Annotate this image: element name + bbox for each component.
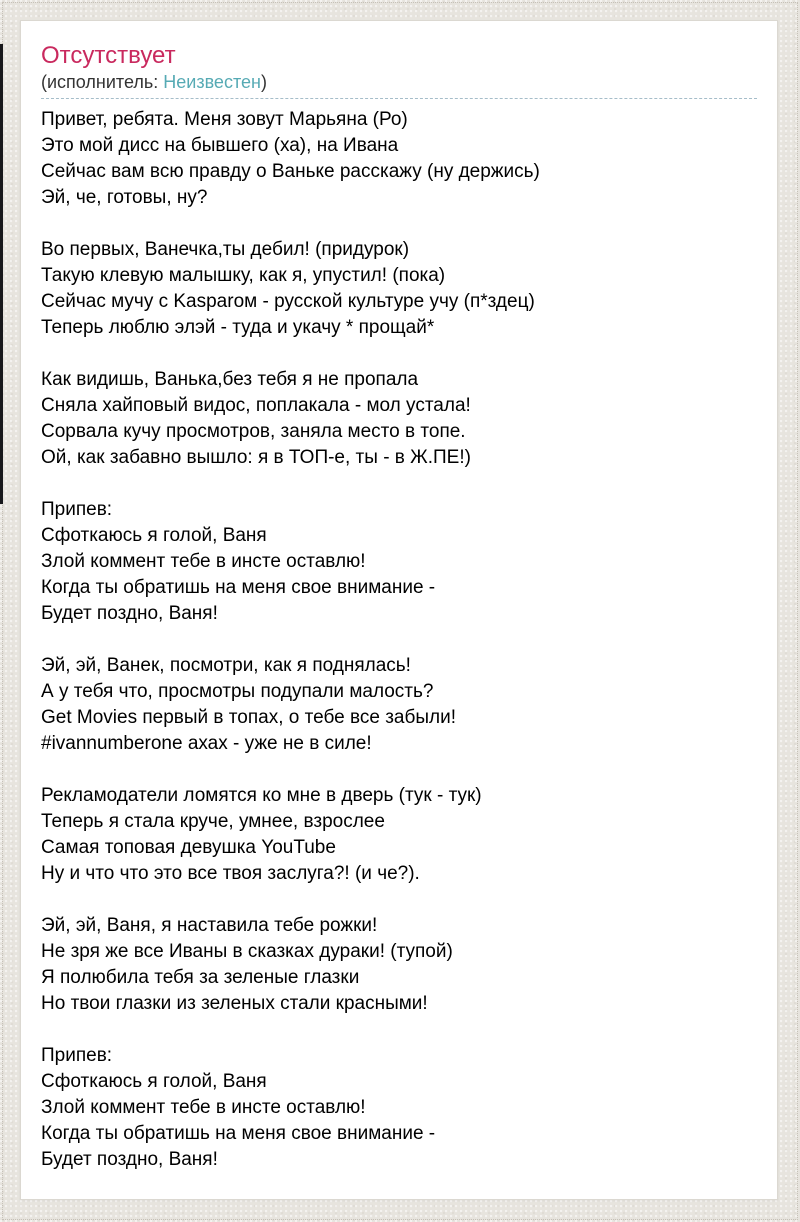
artist-label-prefix: (исполнитель: xyxy=(41,72,164,92)
lyric-line: Как видишь, Ванька,без тебя я не пропала xyxy=(41,369,419,390)
lyric-stanza xyxy=(41,367,757,471)
lyric-line: Когда ты обратишь на меня свое внимание - xyxy=(41,577,436,598)
lyric-stanza xyxy=(41,783,757,887)
lyric-line: Ну и что что это все твоя заслуга?! (и че?). xyxy=(41,863,420,884)
lyric-line: Эй, эй, Ванек, посмотри, как я поднялась! xyxy=(41,655,411,676)
lyric-stanza xyxy=(41,497,757,627)
lyric-line: Теперь люблю элэй - туда и укачу * прощай* xyxy=(41,317,435,338)
lyric-stanza xyxy=(41,107,757,211)
lyric-line: Но твои глазки из зеленых стали красными! xyxy=(41,993,428,1014)
lyric-line: Во первых, Ванечка,ты дебил! (придурок) xyxy=(41,239,410,260)
lyric-line: Привет, ребята. Меня зовут Марьяна (Ро) xyxy=(41,109,408,130)
lyric-line: Припев: xyxy=(41,499,113,520)
artist-line xyxy=(41,71,757,99)
song-title: Отсутствует xyxy=(41,42,176,69)
lyric-stanza xyxy=(41,653,757,757)
song-header xyxy=(41,41,757,99)
lyrics-card xyxy=(20,20,778,1200)
lyric-line: Сфоткаюсь я голой, Ваня xyxy=(41,1071,267,1092)
lyric-line: Рекламодатели ломятся ко мне в дверь (тук - тук) xyxy=(41,785,482,806)
lyric-line: Когда ты обратишь на меня свое внимание - xyxy=(41,1123,436,1144)
lyric-line: Сейчас мучу с Kasparом - русской культуре учу (п*здец) xyxy=(41,291,535,312)
lyric-line: Сорвала кучу просмотров, заняла место в топе. xyxy=(41,421,466,442)
left-edge-dark-strip xyxy=(0,44,3,504)
lyric-line: Сняла хайповый видос, поплакала - мол устала! xyxy=(41,395,471,416)
lyric-line: Сфоткаюсь я голой, Ваня xyxy=(41,525,267,546)
lyric-line: Эй, эй, Ваня, я наставила тебе рожки! xyxy=(41,915,378,936)
lyric-line: Злой коммент тебе в инсте оставлю! xyxy=(41,551,366,572)
lyric-line: Get Movies первый в топах, о тебе все забыли! xyxy=(41,707,456,728)
lyric-line: #ivannumberone ахах - уже не в силе! xyxy=(41,733,372,754)
lyric-stanza xyxy=(41,237,757,341)
lyric-line: Эй, че, готовы, ну? xyxy=(41,187,208,208)
lyric-stanza xyxy=(41,913,757,1017)
lyrics-text xyxy=(41,107,757,1173)
lyric-line: Ой, как забавно вышло: я в ТОП-е, ты - в Ж.ПЕ!) xyxy=(41,447,471,468)
artist-label-suffix: ) xyxy=(260,72,267,92)
lyric-line: Не зря же все Иваны в сказках дураки! (тупой) xyxy=(41,941,453,962)
lyric-line: А у тебя что, просмотры подупали малость? xyxy=(41,681,434,702)
lyric-line: Теперь я стала круче, умнее, взрослее xyxy=(41,811,385,832)
lyric-line: Это мой дисс на бывшего (ха), на Ивана xyxy=(41,135,399,156)
lyric-line: Самая топовая девушка YouTube xyxy=(41,837,336,858)
lyric-stanza xyxy=(41,1043,757,1173)
artist-link[interactable]: Неизвестен xyxy=(163,72,261,92)
lyric-line: Такую клевую малышку, как я, упустил! (пока) xyxy=(41,265,446,286)
lyric-line: Сейчас вам всю правду о Ваньке расскажу (ну держись) xyxy=(41,161,540,182)
lyric-line: Злой коммент тебе в инсте оставлю! xyxy=(41,1097,366,1118)
lyric-line: Будет поздно, Ваня! xyxy=(41,603,218,624)
lyric-line: Я полюбила тебя за зеленые глазки xyxy=(41,967,360,988)
lyric-line: Будет поздно, Ваня! xyxy=(41,1149,218,1170)
lyric-line: Припев: xyxy=(41,1045,113,1066)
